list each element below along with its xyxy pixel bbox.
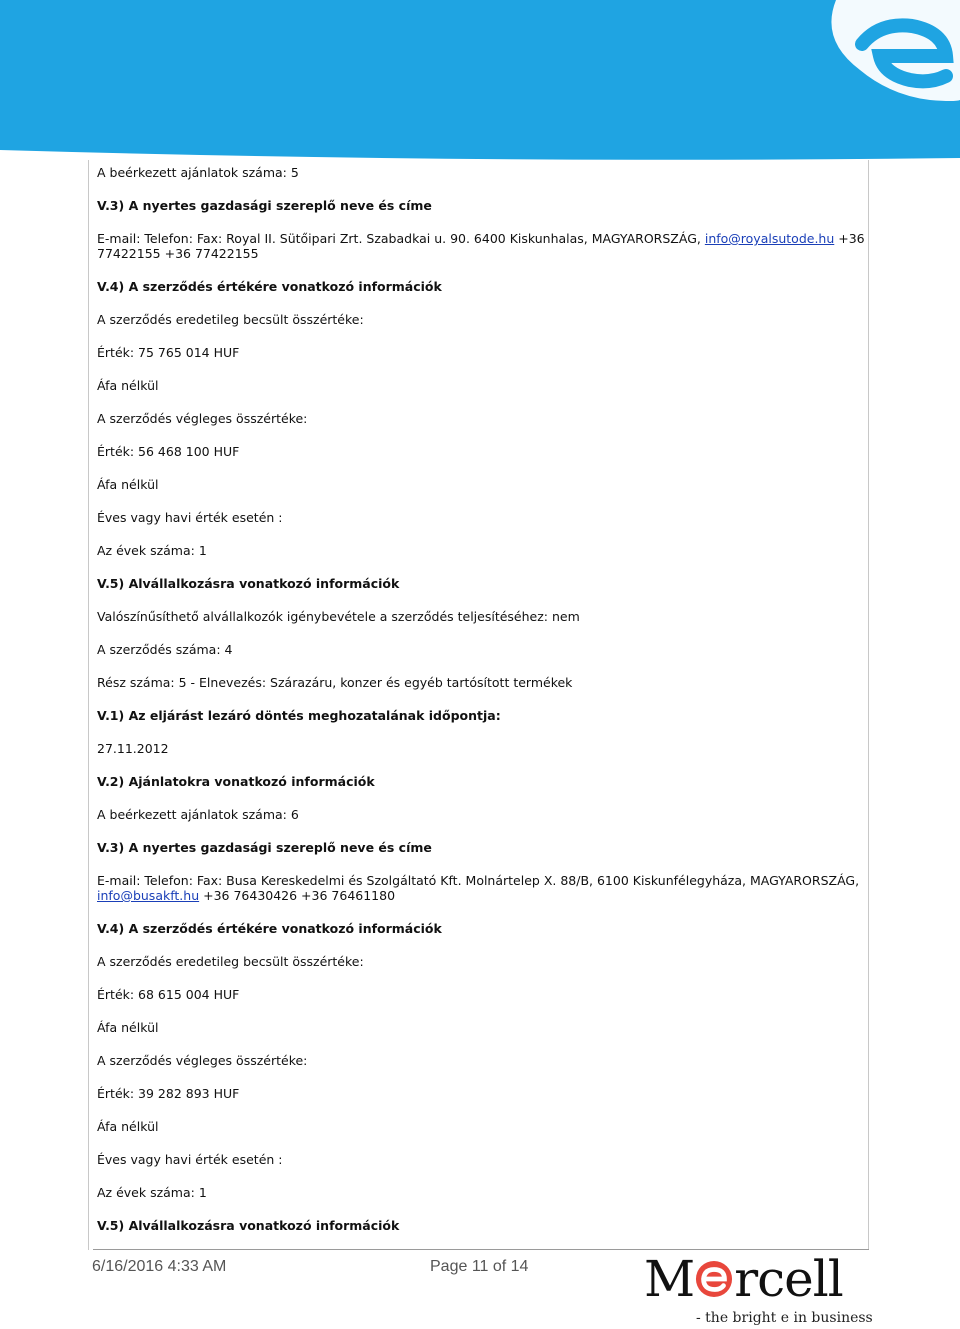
- estimated-total-label-1: A szerződés eredetileg becsült összértéke:: [97, 312, 364, 327]
- winner-address-2: E-mail: Telefon: Fax: Busa Kereskedelmi és Szolgáltató Kft. Molnártelep X. 88/B, 6100 Kiskunfélegyháza, MAGYARORSZÁG,: [97, 873, 860, 888]
- vat-note-2a: Áfa nélkül: [97, 1020, 159, 1035]
- winner-phone-2: +36 76430426 +36 76461180: [203, 888, 396, 903]
- final-value-1: Érték: 56 468 100 HUF: [97, 444, 240, 459]
- vat-note-2b: Áfa nélkül: [97, 1119, 159, 1134]
- subcontractor-note: Valószínűsíthető alvállalkozók igénybevétele a szerződés teljesítéséhez: nem: [97, 609, 580, 624]
- email-link-busakft[interactable]: info@busakft.hu: [97, 888, 200, 903]
- logo-letters-rcell: rcell: [734, 1250, 843, 1308]
- estimated-value-1: Érték: 75 765 014 HUF: [97, 345, 240, 360]
- marcell-logo: [644, 1252, 874, 1329]
- contract-number: A szerződés száma: 4: [97, 642, 233, 657]
- document-body: [97, 160, 867, 1250]
- estimated-total-label-2: A szerződés eredetileg becsült összértéke:: [97, 954, 364, 969]
- footer-date: 6/16/2016 4:33 AM: [92, 1258, 227, 1275]
- right-border: [868, 160, 869, 1250]
- estimated-value-2: Érték: 68 615 004 HUF: [97, 987, 240, 1002]
- section-value-2: V.4) A szerződés értékére vonatkozó információk: [97, 921, 442, 936]
- logo-e-icon: [695, 1260, 733, 1298]
- header-banner: [0, 0, 960, 160]
- final-value-2: Érték: 39 282 893 HUF: [97, 1086, 240, 1101]
- section-offers: V.2) Ajánlatokra vonatkozó információk: [97, 774, 375, 789]
- winner-contact-2: [97, 888, 395, 903]
- vat-note-1a: Áfa nélkül: [97, 378, 159, 393]
- section-value-1: V.4) A szerződés értékére vonatkozó információk: [97, 279, 442, 294]
- offers-count-1: A beérkezett ajánlatok száma: 5: [97, 165, 299, 180]
- lot-title: Rész száma: 5 - Elnevezés: Szárazáru, konzer és egyéb tartósított termékek: [97, 675, 573, 690]
- offers-count-2: A beérkezett ajánlatok száma: 6: [97, 807, 299, 822]
- vat-note-1b: Áfa nélkül: [97, 477, 159, 492]
- page-number: Page 11 of 14: [430, 1258, 529, 1275]
- final-total-label-1: A szerződés végleges összértéke:: [97, 411, 308, 426]
- winner-phone-1: 77422155 +36 77422155: [97, 246, 259, 261]
- winner-phone-1-start: +36: [838, 231, 865, 246]
- logo-letter-m: M: [644, 1250, 695, 1308]
- section-subcontract-1: V.5) Alvállalkozásra vonatkozó információk: [97, 576, 400, 591]
- annual-monthly-label-2: Éves vagy havi érték esetén :: [97, 1152, 283, 1167]
- annual-monthly-label-1: Éves vagy havi érték esetén :: [97, 510, 283, 525]
- logo-wordmark: [644, 1250, 843, 1308]
- email-link-royalsutode[interactable]: info@royalsutode.hu: [704, 231, 835, 246]
- years-count-2: Az évek száma: 1: [97, 1185, 207, 1200]
- years-count-1: Az évek száma: 1: [97, 543, 207, 558]
- left-border: [88, 160, 89, 1250]
- decision-date: 27.11.2012: [97, 741, 169, 756]
- winner-address-1: [97, 231, 865, 246]
- logo-tagline: - the bright e in business: [696, 1310, 873, 1326]
- header-wave-graphic: [0, 0, 960, 160]
- section-winner-1: V.3) A nyertes gazdasági szereplő neve és címe: [97, 198, 432, 213]
- section-winner-2: V.3) A nyertes gazdasági szereplő neve és címe: [97, 840, 432, 855]
- winner-address-1-text: E-mail: Telefon: Fax: Royal II. Sütőipari Zrt. Szabadkai u. 90. 6400 Kiskunhalas, MAGYARORSZÁG,: [97, 231, 701, 246]
- section-subcontract-2: V.5) Alvállalkozásra vonatkozó információk: [97, 1218, 400, 1233]
- final-total-label-2: A szerződés végleges összértéke:: [97, 1053, 308, 1068]
- section-decision-date: V.1) Az eljárást lezáró döntés meghozatalának időpontja:: [97, 708, 501, 723]
